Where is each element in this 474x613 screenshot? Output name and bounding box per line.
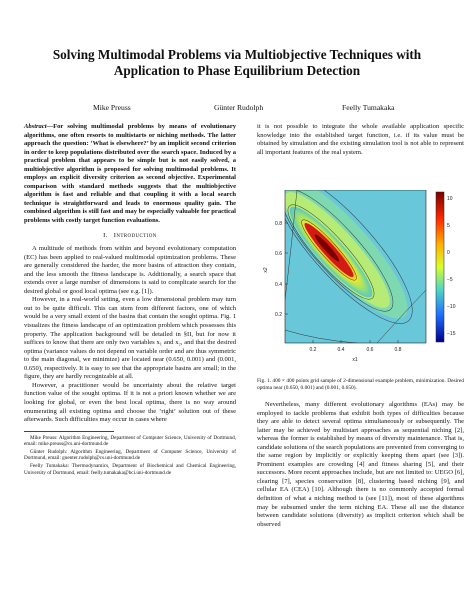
left-column	[24, 123, 236, 477]
right-column-top	[257, 123, 464, 157]
footnote: Feelly Tumakaka: Thermodynamics, Department of Biochemical and Chemical Engineering, University of Dortmund, email: feelly.tumakaka@bci.uni-dortmund.de	[24, 462, 236, 476]
intro-paragraph-1: A multitude of methods from within and beyond evolutionary computation (EC) has been applied to real-valued multimodal optimization problems. These are generally considered the harder, the more basins of attraction they contain, and the less smooth the fitness landscape is. Additionally, a search space that extends over a large number of dimensions is said to complicate search for the desired global or good local optima (see e.g. [1]).	[24, 245, 236, 295]
section-number: I.	[103, 231, 108, 239]
abstract-label: Abstract	[24, 123, 47, 130]
intro-paragraph-3: However, a practitioner would be uncertainty about the relative target function value of the sought optima. If it is not a priori known whether we are looking for global, or even the best local optima, there is no way around enumerating all existing optima and choose the ‘right’ solution out of these afterwards. Such difficulties may occur in cases where	[24, 381, 236, 424]
colorbar-tick-label: 10	[447, 196, 453, 202]
x-tick-label: 0.8	[394, 347, 402, 353]
colorbar	[436, 192, 456, 342]
right-paragraph: Nevertheless, many different evolutionary algorithms (EAs) may be employed to tackle problems that exhibit both types of difficulties because they are able to detect several optima simultaneously or subsequently. The latter may be achieved by multistart approaches as sequential niching [2], whereas the former is established by means of diversity maintenance. That is, candidate solutions of the search populations are prevented from converging to the same region by implicitly or explicitly keeping them apart (see [3]). Prominent examples are crowding [4] and fitness sharing [5], and their successors. More recent approaches include, but are not limited to: UEGO [6], clearing [7], species conservation [8], clustering based niching [9], and cellular EA (CEA) [10]. Although there is no commonly accepted formal definition of what a niching method is (see [11]), most of these algorithms may be subsumed under the term niching EA. These all use the distance between candidate solutions (diversity) as implicit criterion which shall be observed	[257, 401, 464, 528]
x-tick-label: 0.2	[309, 347, 317, 353]
footnotes	[24, 435, 236, 477]
footnote: Mike Preuss: Algorithm Engineering, Department of Computer Science, University of Dortmund, email: mike.preuss@cs.uni-dortmund.de	[24, 434, 236, 448]
footnote-divider	[24, 431, 114, 432]
y-tick-label: 0.6	[275, 251, 282, 257]
intro-paragraph-2: However, in a real-world setting, even a low dimensional problem may turn out to be quite difficult. This can stem from different factors, one of which would be a very small extent of the basins that contain the sought optima. Fig. 1 visualizes the fitness landscape of an optimization problem which possesses this property. The application background will be detailed in §II, but for now it suffices to know that there are only two variables x₁ and x₂, and that the desired optima (variance values do not depend on variable order and are thus symmetric to the main diagonal, we minimize) are located near (0.650, 0.001) and (0.001, 0.650), respectively. It is easy to see that the appropriate basins are small; in the figure, they are hardly recognizable at all.	[24, 296, 236, 381]
abstract-text: —For solving multimodal problems by means of evolutionary algorithms, one often resorts to multistarts or niching methods. The latter approach the question: ‘What is elsewhere?’ by an implicit second criterion in order to keep populations distributed over the search space. Induced by a practical problem that appears to be simple but is not easily solved, a multiobjective algorithm is proposed for solving multimodal problems. It employs an explicit diversity criterion as second objective. Experimental comparison with standard methods suggests that the multiobjective algorithm is fast and reliable and that coupling it with a local search technique is straightforward and leads to enormous quality gain. The combined algorithm is still fast and may be especially valuable for practical problems with costly target function evaluations.	[24, 123, 236, 225]
colorbar-tick-label: −15	[447, 331, 456, 337]
author-name: Feelly Tumakaka	[342, 103, 395, 112]
x-axis	[310, 340, 402, 363]
colorbar-tick-label: −10	[447, 304, 456, 310]
colorbar-tick-label: 0	[447, 250, 450, 256]
x-tick-label: 0.4	[337, 347, 345, 353]
author-name: Mike Preuss	[93, 103, 131, 112]
y-tick-label: 0.2	[275, 312, 282, 318]
x-axis-label: x1	[352, 357, 358, 363]
abstract	[24, 123, 236, 226]
author-name: Günter Rudolph	[214, 103, 264, 112]
x-tick-label: 0.6	[366, 347, 374, 353]
contour-plot	[257, 190, 464, 378]
footnote: Günter Rudolph: Algorithm Engineering, Department of Computer Science, University of Dortmund, email: guenter.rudolph@cs.uni-dortmund.de	[24, 448, 236, 462]
y-tick-label: 0.4	[275, 282, 282, 288]
colorbar-tick-label: −5	[447, 277, 453, 283]
right-paragraph: it is not possible to integrate the whole available application specific knowledge into the established target function, i.e. if its value must be obtained by simulation and the existing simulation tool is not able to represent all important features of the real system.	[257, 123, 464, 156]
figure-caption: Fig. 1. 400 × 400 points grid sample of 2-dimensional example problem, minimization. Desired optima near (0.650, 0.001) and (0.001, 0.650).	[257, 378, 464, 391]
right-column-bottom	[257, 401, 464, 529]
figure-1	[257, 190, 464, 363]
colorbar-tick-label: 5	[447, 223, 450, 229]
y-axis-label: x2	[263, 267, 269, 273]
section-heading	[24, 232, 236, 241]
y-tick-label: 0.8	[275, 221, 282, 227]
y-axis	[263, 221, 288, 318]
paper-title: Solving Multimodal Problems via Multiobjective Techniques with Application to Phase Equilibrium Detection	[52, 47, 422, 78]
section-title: Introduction	[113, 231, 157, 239]
